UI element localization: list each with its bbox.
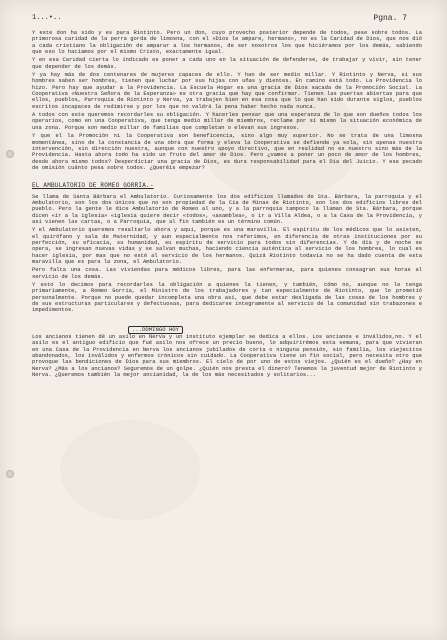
paragraph: Y que el la Promoción ni la Cooperativa son beneficencia, sino algo muy superior. No se trata de una limosna momentánea, sino de la constancia de una obra que forma y eleva la Cooperativa se defiende ya sola, sin apenas nuestra intervención, sin dirección nuestra, aunque con nuestro apoyo directivo, que en realidad no es nuestro sino más de la Providencia. Hasta ahora todo ha sido un fruto del amor de Dios. Pero ¿vamos a poner un poco de amor de los hombres, desde ahora mismo todos? Desperdiciar una gracia de Dios, es dura responsabilidad para el Día del Juicio. Y ese pecado de omisión cuánto pesa sobre todos. ¿Queréis empezar? [32, 132, 422, 171]
punch-hole [6, 470, 14, 478]
paragraph: A todos con este queremos recordarles su obligación. Y hacerles pensar que una esperanza de lo que son dueños todos los operarios, como en una Cooperativa, que tenga medio millar de miembros, reclame por sí mismo la situación económica de una zona. Porque son medio millar de familias que completan o elevan sus ingresos. [32, 111, 422, 131]
paper-stain [60, 420, 200, 520]
punch-hole [6, 150, 14, 158]
paragraph: Y ya hay más de dos centenares de mujeres capaces de ello. Y han de ser medio millar. Y Riotinto y Nerva, si sus hombres saben ser hombres, tienen que luchar por sus hijas con uñas y dientes. En camino está todo. La Providencia lo hizo. Pero hay que ayudar a la Providencia. La Escuela Hogar es una gracia de Dios sacada de la Promoción Social. La Cooperativa «Nuestra Señora de la Esperanza» es otra gracia que hay que confirmar. Tienen las puertas abiertas para que ellos, pueblos, Parroquia de Riotinto y Nerva, ya trabajen bien en esa cosa que lo que han sido durante siglos, pueblos escritos incapaces de redimirse y por los que no valdrá la pena haber hecho nada nunca. [32, 71, 422, 110]
paragraph: Pero falta una cosa. Las viviendas para médicos libres, para las enfermeras, para quienes consagran sus horas al servicio de los demás. [32, 266, 422, 280]
paragraph: Los ancianos tienen dé un asilo en Nerva y un instituto ejemplar se dedica a ellos. Los ancianos e inválidos,no. Y el asilo es el antiguo edificio que fué asilo nos ofrece un precio bueno, lo adquirirémos esta semana, para que vivieran en una Casa de la Providencia en Nerva los ancianos jubilados de corta o ninguna pensión, sin familia, los viejecitos abandonados, los inválidos y enfermos crónicos sin cuidado. La Cooperativa tiene un fin social, pero necesita otro que provoque las bendiciones de Dios para sus miembros. El cielo de por uno de estos viejos. ¿Quién es el dueño? ¿Hay en Nerva? ¿Más a los ancianos? Seguremos de un golpe. ¿Quién nos presta el dinero? Tenemos la juventud mejor de Riotinto y Nerva. ¿Queremos también la mejor ancianidad, la de los más necesitados y solitarios... [32, 333, 422, 379]
page-number: Pgna. 7 [373, 14, 407, 23]
section-title-text: EL AMBULATORIO DE ROMEO GORRIA.- [32, 182, 154, 190]
paragraph: Y en esa Caridad cierta lo indicado es poner a cada uno en la situación de defenderse, de trabajar y vivir, sin tener que depender de los demás. [32, 56, 422, 70]
sub-heading: ...DOMINGO HOY [128, 326, 183, 334]
paragraph: Se llama de Santa Bárbara el Ambulatorio. Curiosamente los dos edificios llamados de Sta. Bárbara, la parroquia y el Ambulatorio, son los dos únicos que no son propiedad de la Cía de Minas de Riotinto, son los dos edificios libres del pueblo. Pero la gente le dice Ambulatorio de Romeo al uno, y a la parroquia tampoco la llaman de Sta. Bárbara, porque dicen «ir a la iglesia» «iglesia quiere decir «todos», «asamblea», o ir a Villa Aldea, o a la Casa de la Providencia, y así vienen las cartas, o a Parroquia, que al fin también es un término común. [32, 192, 422, 225]
paragraph: Y el Ambulatorio queremos resaltarlo ahora y aquí, porque es una maravilla. El espíritu de los médicos que lo asisten, el quirófano y sala de Maternidad, y aun especialmente nos referimos, en diferencia de otras instituciones por su perfección, su eficacia, su humanidad, su espíritu de servicio para todos sin diferencias. Y de día y de noche se opera, se ingresan nuevas vidas y se salvan muchas, haciendo ciencia auténtica al servicio de los hombres, lo cual es hacer iglesia, por mas que no esté al servicio de los hermanos. Quizá Riotinto todavía no se ha dado cuenta de esta maravilla que es para la zona, el Ambulatorio. [32, 226, 422, 265]
page-header [32, 14, 407, 26]
paragraph: Y este don ha sido y es para Riotinto. Pero un don, cuyo provecho posterior depende de todos, pese sobre todos. La primorosa caridad de la perra gorda de limosna, con el «Dios le ampare, hermano», no es la Caridad de Dios, que nos dió a cada cristiano la obligación de amparar a los hermanos, de ser nosotros los que hiciéramos por los demás, sabiendo que eso lo hacíamos por el mismo Cristo, exactamente igual. [32, 29, 422, 56]
section-title [32, 183, 422, 189]
document-body [32, 30, 422, 381]
header-mark: 1...•.. [32, 14, 62, 22]
paragraph: Y esto lo decimos para recordarles la obligación a quienes la tienen, y también, cómo no, aunque no le tenga primariamente, a Romeo Gorría, el Ministro de los trabajadores y tan especialmente de Riotinto, que lo prometió personalmente. Porque no puede quedar incompleta una obra así, que debe estar desligada de las cosas de los hombres y de sus estructuras particulares y defectuosas, para dedicarse íntegramente al servicio de la comunidad sin trabazones e impedimentos. [32, 281, 422, 314]
